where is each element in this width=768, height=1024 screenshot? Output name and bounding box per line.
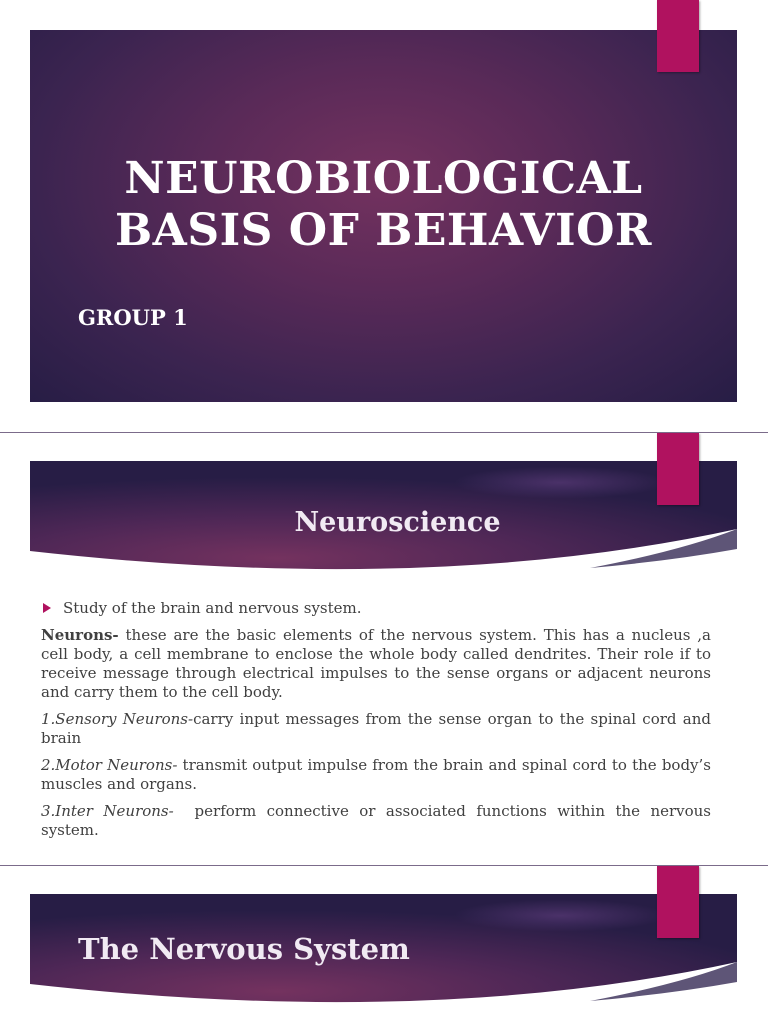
- sensory-text: carry input messages from the sense organ to the spinal cord and brain: [41, 710, 711, 747]
- slide-content: [41, 599, 716, 848]
- slide-1: [0, 0, 768, 432]
- slide-2: [0, 433, 768, 865]
- title-line-1: NEUROBIOLOGICAL: [124, 153, 643, 204]
- slide-heading: Neuroscience: [294, 507, 501, 538]
- sensory-paragraph: [41, 710, 711, 748]
- inter-text: perform connective or associated functions within the nervous system.: [41, 802, 716, 839]
- accent-tab: [657, 866, 699, 938]
- inter-label: 3.Inter Neurons-: [41, 802, 174, 820]
- slide-title: [30, 153, 737, 257]
- neurons-text: these are the basic elements of the nervous system. This has a nucleus ,a cell body, a cell membrane to enclose the whole body called dendrites. Their role if to receive message through electrical impulses to the sense organs or adjacent neurons and carry them to the cell body.: [41, 626, 711, 701]
- accent-tab: [657, 0, 699, 72]
- slide-heading: The Nervous System: [78, 932, 410, 966]
- slide-subtitle: GROUP 1: [78, 305, 188, 330]
- motor-text: transmit output impulse from the brain and spinal cord to the body’s muscles and organs.: [41, 756, 711, 793]
- inter-paragraph: [41, 802, 716, 840]
- motor-label: 2.Motor Neurons-: [41, 756, 178, 774]
- slide-3: [0, 866, 768, 1024]
- bullet-item: [41, 599, 711, 618]
- bullet-arrow-icon: [43, 603, 51, 613]
- accent-tab: [657, 433, 699, 505]
- sensory-label: 1.Sensory Neurons-: [41, 710, 194, 728]
- neurons-label: Neurons-: [41, 626, 119, 644]
- title-line-2: BASIS OF BEHAVIOR: [114, 205, 652, 256]
- bullet-text: Study of the brain and nervous system.: [63, 599, 362, 617]
- neurons-paragraph: [41, 626, 711, 702]
- motor-paragraph: [41, 756, 711, 794]
